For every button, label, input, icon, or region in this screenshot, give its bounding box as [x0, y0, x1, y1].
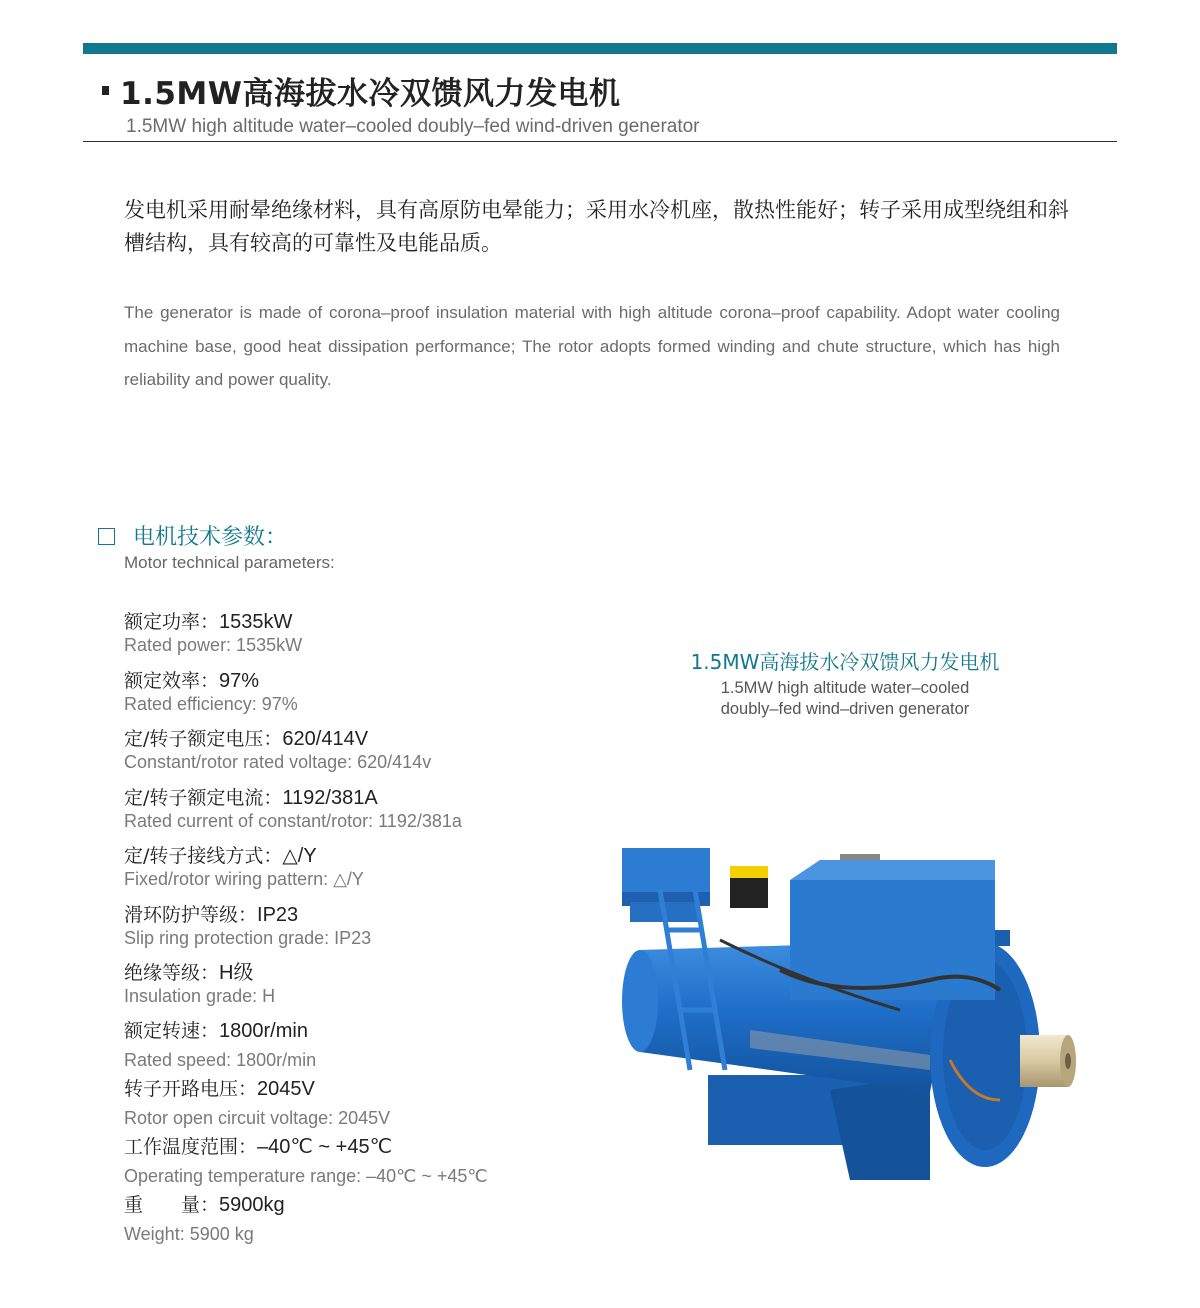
param-rated-voltage	[124, 727, 431, 773]
yellow-cap	[730, 866, 768, 878]
param-label: 定/转子额定电压：620/414V	[124, 728, 369, 750]
top-accent-bar	[83, 43, 1117, 54]
param-label-en: Weight: 5900 kg	[124, 1224, 254, 1244]
param-label-en: Rated current of constant/rotor: 1192/381a	[124, 811, 462, 831]
param-rated-efficiency	[124, 669, 298, 715]
param-label: 工作温度范围：–40℃ ~ +45℃	[124, 1136, 393, 1158]
section-checkbox-icon	[98, 528, 115, 545]
param-insulation-grade	[124, 961, 275, 1007]
param-label: 定/转子额定电流：1192/381A	[124, 787, 378, 809]
param-label-en: Insulation grade: H	[124, 986, 276, 1006]
param-wiring-pattern	[124, 844, 364, 890]
param-label: 额定功率：1535kW	[124, 611, 293, 633]
intro-text-en: The generator is made of corona–proof insulation material with high altitude corona–proof capability. Adopt water cooling machine base, good heat dissipation performance; The rotor adopts formed winding and chute structure, which has high reliability and power quality.	[124, 303, 1060, 389]
param-label-en: Rated power: 1535kW	[124, 635, 303, 655]
product-caption-en: 1.5MW high altitude water–cooled doubly–fed wind–driven generator	[720, 679, 970, 718]
param-rated-power	[124, 610, 302, 656]
param-weight	[124, 1193, 285, 1245]
param-label-en: Rated speed: 1800r/min	[124, 1050, 317, 1070]
title-divider	[83, 141, 1117, 142]
param-label-en: Rotor open circuit voltage: 2045V	[124, 1108, 391, 1128]
param-protection-grade	[124, 903, 371, 949]
section-subtitle: Motor technical parameters:	[124, 553, 335, 572]
param-temperature-range	[124, 1135, 488, 1187]
page-subtitle: 1.5MW high altitude water–cooled doubly–fed wind-driven generator	[126, 116, 700, 137]
param-label-en: Fixed/rotor wiring pattern: △/Y	[124, 869, 364, 889]
param-label: 定/转子接线方式：△/Y	[124, 845, 317, 867]
param-label: 额定转速：1800r/min	[124, 1020, 308, 1042]
param-label-en: Constant/rotor rated voltage: 620/414v	[124, 752, 432, 772]
generator-image	[600, 830, 1080, 1200]
param-label-en: Operating temperature range: –40℃ ~ +45℃	[124, 1166, 488, 1186]
param-label-en: Rated efficiency: 97%	[124, 694, 298, 714]
param-rated-current	[124, 786, 462, 832]
param-open-circuit-voltage	[124, 1077, 390, 1129]
page-title: 1.5MW高海拔水冷双馈风力发电机	[120, 76, 621, 112]
param-label: 额定效率：97%	[124, 670, 260, 692]
param-rated-speed	[124, 1019, 316, 1071]
title-bullet-icon	[102, 86, 109, 95]
param-label: 绝缘等级：H级	[124, 962, 254, 984]
param-label-en: Slip ring protection grade: IP23	[124, 928, 372, 948]
param-label: 重 量：5900kg	[124, 1194, 285, 1216]
product-caption: 1.5MW高海拔水冷双馈风力发电机	[690, 650, 1000, 674]
param-label: 转子开路电压：2045V	[124, 1078, 315, 1100]
param-label: 滑环防护等级：IP23	[124, 904, 299, 926]
intro-text-cn: 发电机采用耐晕绝缘材料，具有高原防电晕能力；采用水冷机座，散热性能好；转子采用成型绕组和斜槽结构，具有较高的可靠性及电能品质。	[124, 198, 1069, 255]
section-title: 电机技术参数：	[133, 525, 288, 550]
